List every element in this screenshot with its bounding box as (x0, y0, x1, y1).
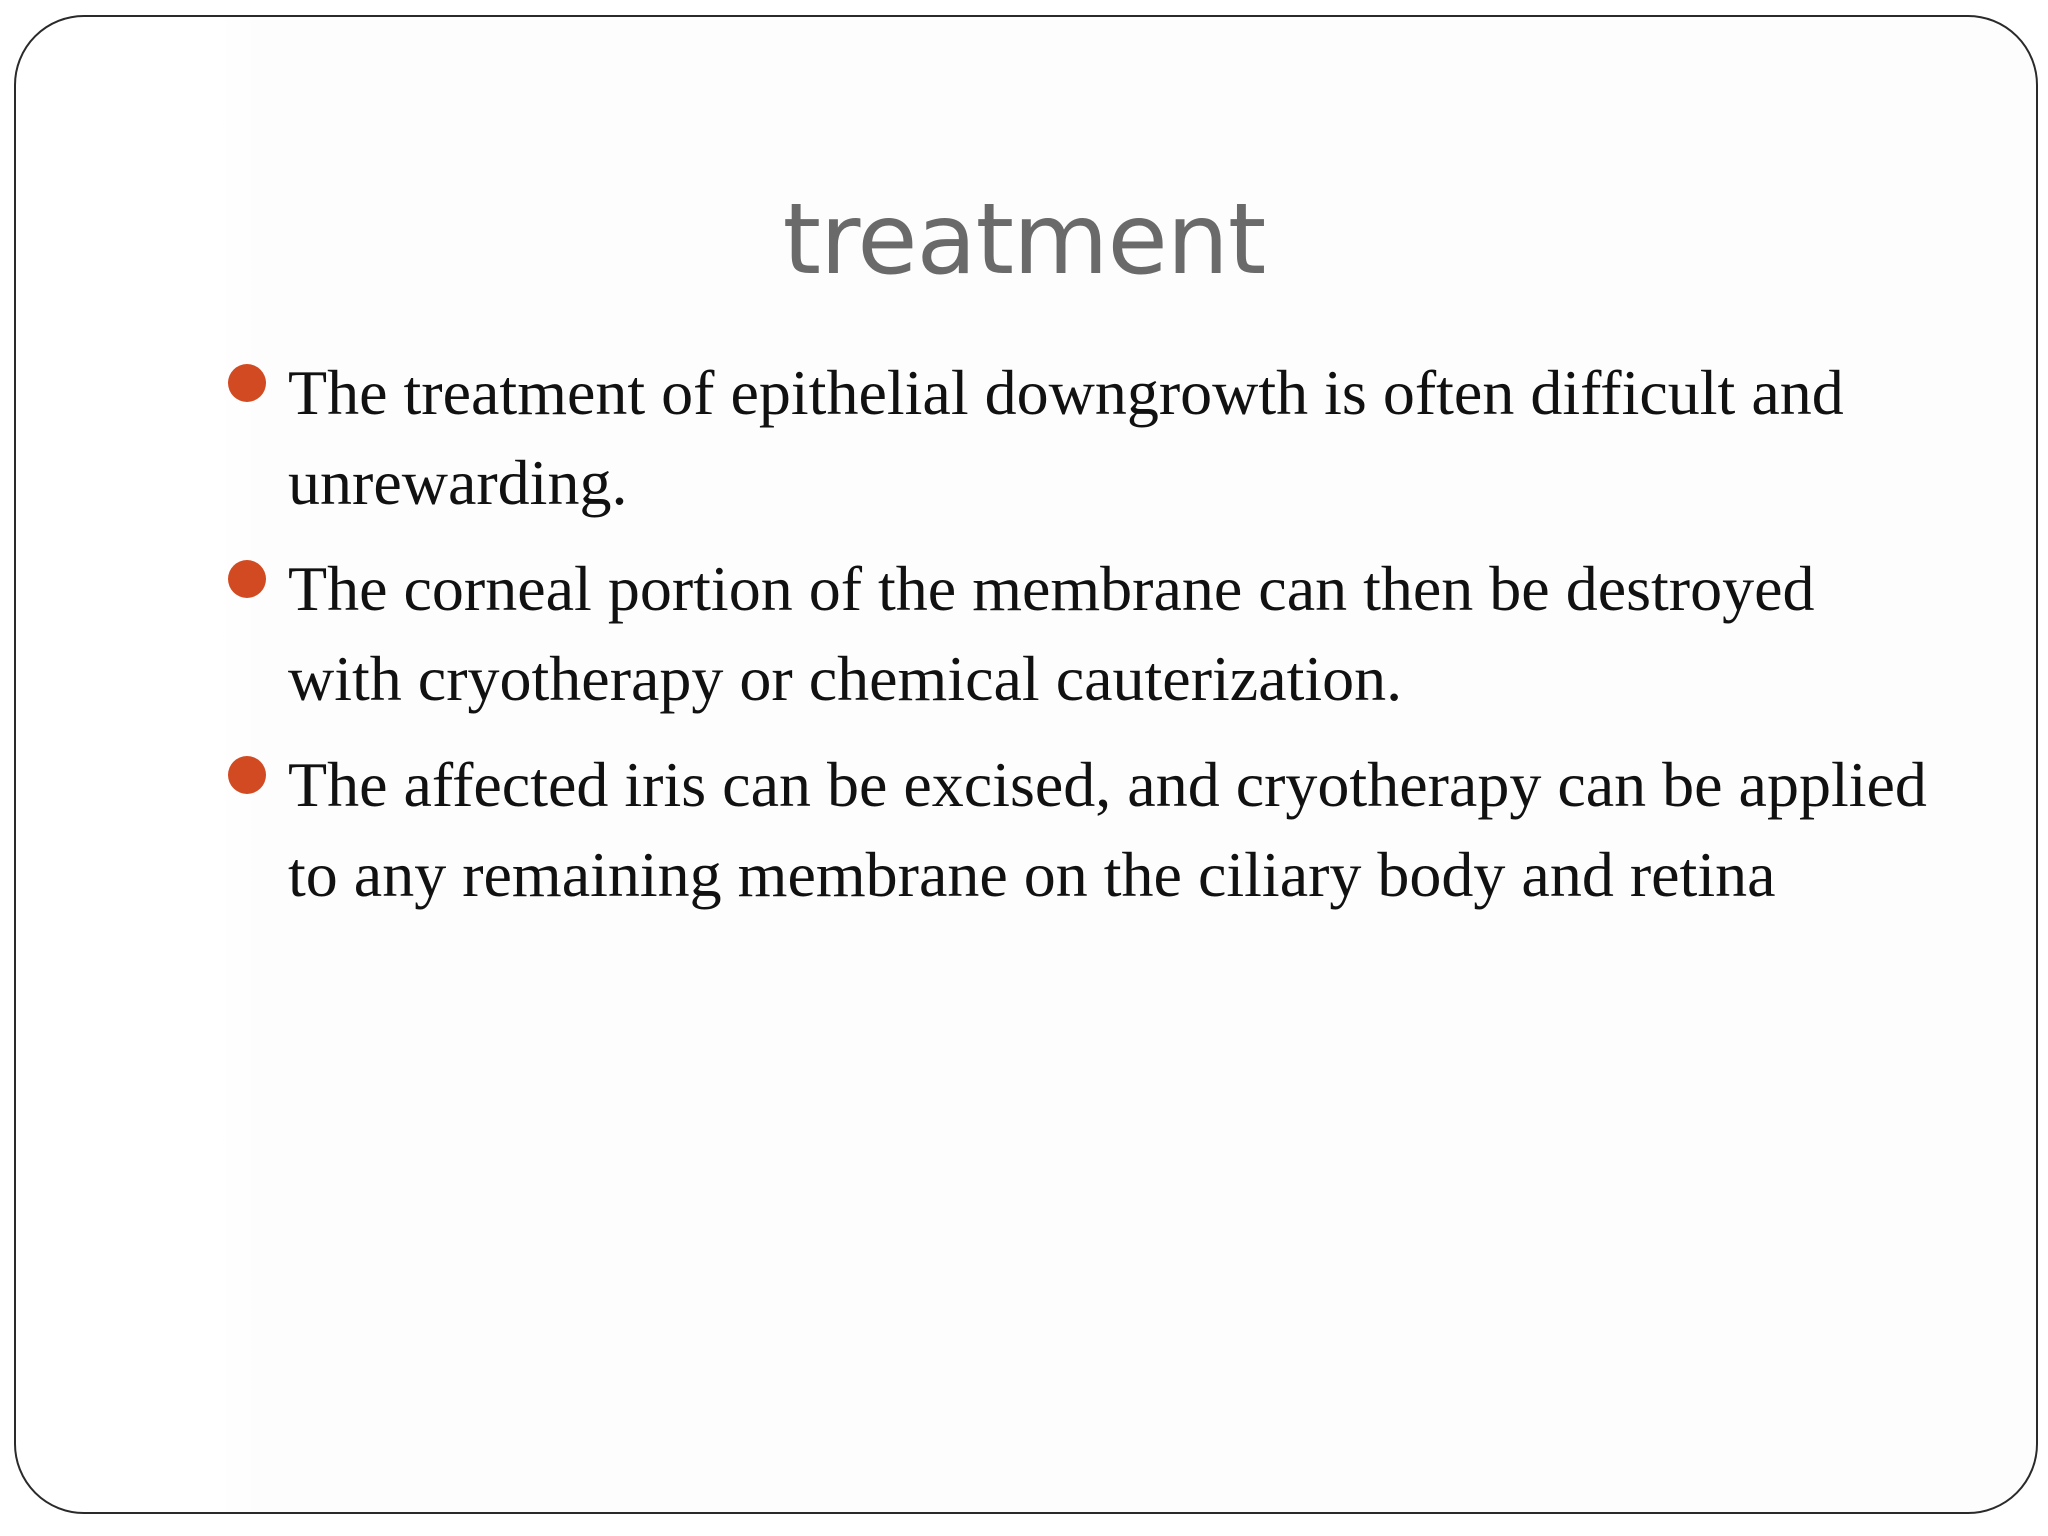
bullet-text: The treatment of epithelial downgrowth is often difficult and unrewarding. (288, 357, 1844, 518)
bullet-item (228, 544, 1928, 724)
bullet-item (228, 348, 1928, 528)
bullet-dot-icon (228, 560, 266, 598)
bullet-text: The affected iris can be excised, and cryotherapy can be applied to any remaining membrane on the ciliary body and retina (288, 749, 1927, 910)
bullet-dot-icon (228, 756, 266, 794)
bullet-item (228, 740, 1928, 920)
bullet-dot-icon (228, 364, 266, 402)
slide-title: treatment (782, 183, 1266, 297)
bullet-list (228, 348, 1928, 936)
bullet-text: The corneal portion of the membrane can then be destroyed with cryotherapy or chemical cauterization. (288, 553, 1815, 714)
